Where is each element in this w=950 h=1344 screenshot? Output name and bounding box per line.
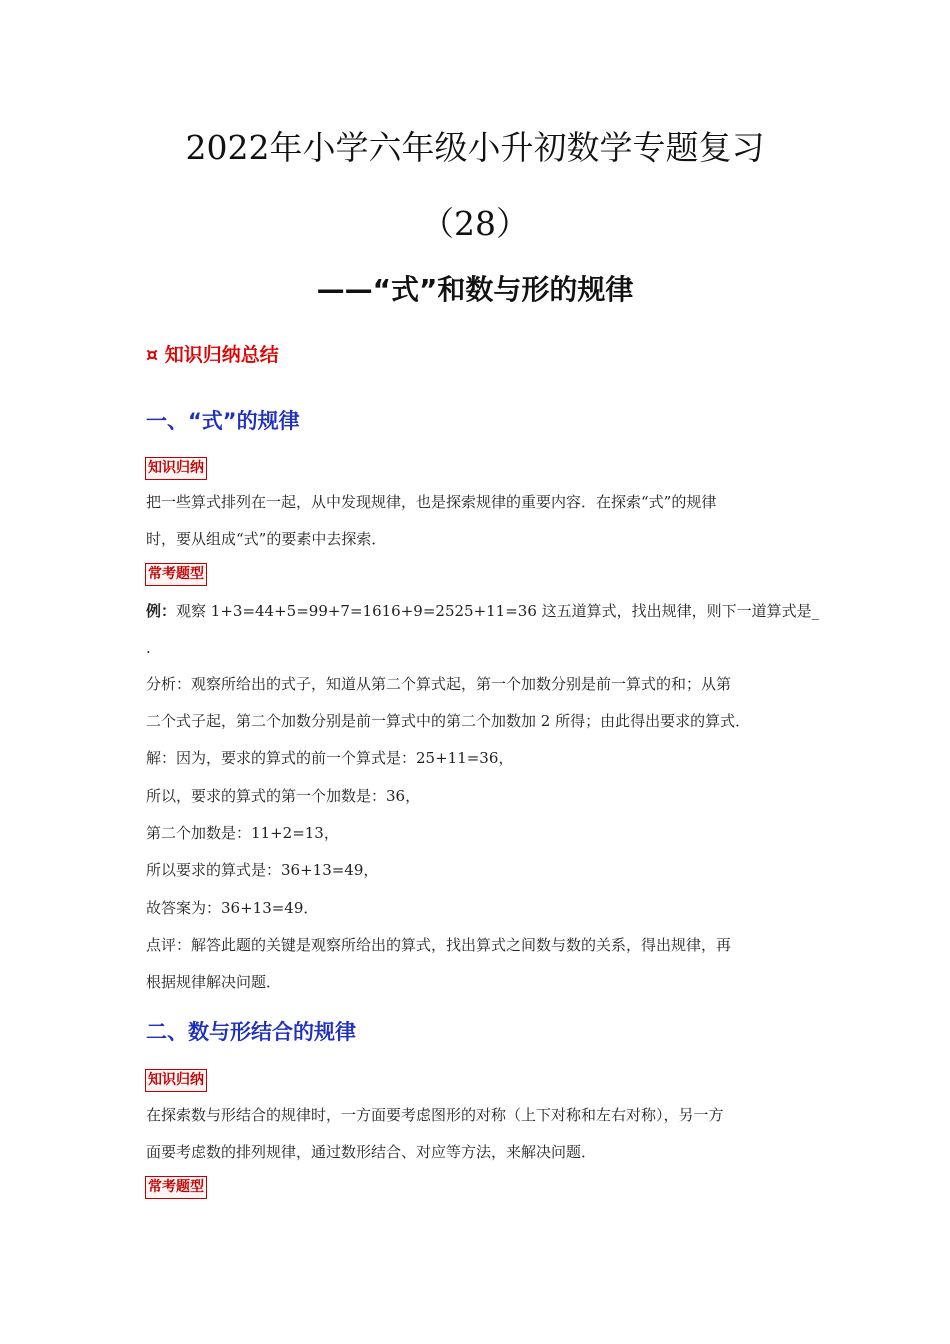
example-label: 例： bbox=[146, 602, 177, 620]
knowledge-text-line: 时，要从组成“式”的要素中去探索． bbox=[146, 530, 387, 548]
comment-line: 点评：解答此题的关键是观察所给出的算式，找出算式之间数与数的关系，得出规律，再 bbox=[146, 936, 732, 954]
knowledge-text-line: 面要考虑数的排列规律，通过数形结合、对应等方法，来解决问题． bbox=[146, 1143, 597, 1161]
summary-heading: ¤ 知识归纳总结 bbox=[146, 344, 279, 366]
example-text: 观察 1+3=44+5=99+7=1616+9=2525+11=36 这五道算式，找出规律，则下一道算式是_ bbox=[176, 602, 820, 620]
example-line bbox=[146, 601, 820, 621]
page-subtitle: ——“式”和数与形的规律 bbox=[316, 273, 634, 306]
tag-knowledge-summary: 知识归纳 bbox=[145, 1069, 207, 1092]
solution-line: 所以，要求的算式的第一个加数是：36， bbox=[146, 787, 421, 805]
solution-line: 所以要求的算式是：36+13=49， bbox=[146, 861, 379, 879]
title-number: （28） bbox=[421, 204, 529, 243]
solution-line: 故答案为：36+13=49． bbox=[146, 899, 319, 917]
analysis-line: 分析：观察所给出的式子，知道从第二个算式起，第一个加数分别是前一算式的和；从第 bbox=[146, 675, 732, 693]
example-tail: . bbox=[146, 639, 151, 657]
tag-knowledge-summary: 知识归纳 bbox=[145, 457, 207, 480]
section1-heading: 一、“式”的规律 bbox=[146, 409, 300, 433]
analysis-line: 二个式子起，第二个加数分别是前一算式中的第二个加数加 2 所得；由此得出要求的算式． bbox=[146, 712, 751, 730]
tag-common-question: 常考题型 bbox=[145, 1176, 207, 1199]
tag-common-question: 常考题型 bbox=[145, 563, 207, 586]
solution-line: 第二个加数是：11+2=13， bbox=[146, 824, 339, 842]
knowledge-text-line: 在探索数与形结合的规律时，一方面要考虑图形的对称（上下对称和左右对称），另一方 bbox=[146, 1106, 724, 1124]
solution-line: 解：因为，要求的算式的前一个算式是：25+11=36， bbox=[146, 749, 514, 767]
comment-line: 根据规律解决问题． bbox=[146, 973, 282, 991]
page-title: 2022年小学六年级小升初数学专题复习 bbox=[185, 128, 765, 167]
section2-heading: 二、数与形结合的规律 bbox=[146, 1020, 356, 1044]
knowledge-text-line: 把一些算式排列在一起，从中发现规律，也是探索规律的重要内容．在探索“式”的规律 bbox=[146, 493, 717, 511]
